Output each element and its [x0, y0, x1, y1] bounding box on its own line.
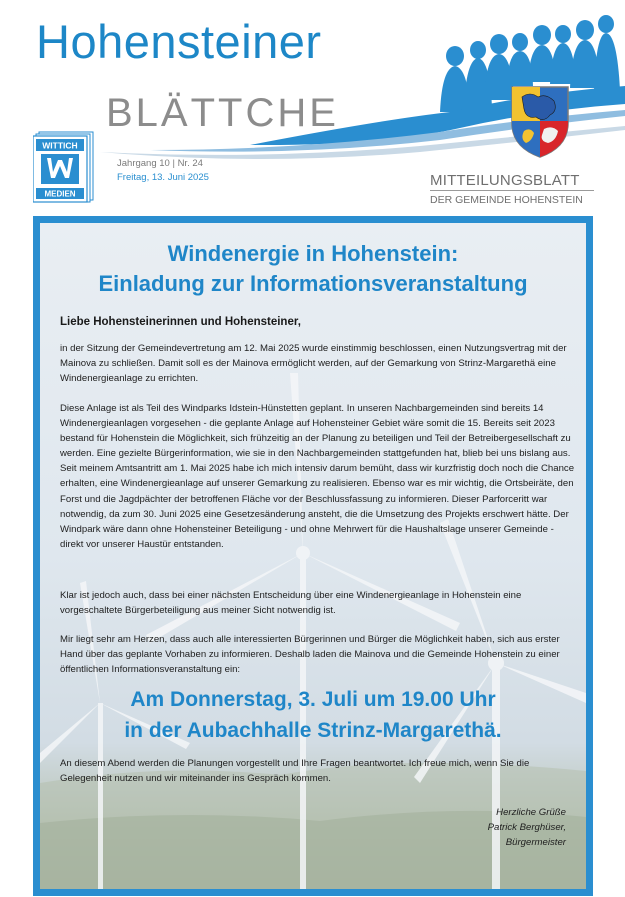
- event-location-line: in der Aubachhalle Strinz-Margarethä.: [124, 719, 502, 742]
- paragraph-3-text: Klar ist jedoch auch, dass bei einer nächsten Entscheidung über eine Windenergieanlage in Hohenstein eine vorgeschaltete Bürgerbeteiligung aus meiner Sicht notwendig ist.: [60, 590, 522, 617]
- paragraph-2b-text: Seit meinem Amtsantritt am 1. Mai 2025 habe ich mich intensiv darum bemüht, dass wir kurzfristig doch noch die Chance erhalten, eine Windenergieanlage auf unserer Gemarkung zu realisieren. Ebenso war es mir wichtig, die Ortsbeiräte, den Forst und die Jagdpächter der betroffenen Fläche vor der Beschlussfassung zu informieren. Dieser Parforceritt war notwendig, da zum 30. Juni 2025 eine Gesetzesänderung ansteht, die die Umsetzung des Projekts erschwert hätte. Der Windpark wäre dann ohne Hohensteiner Beteiligung - und ohne Mehrwert für die Haushaltslage unserer Gemeinde - direkt vor unserer Haustür entstanden.: [60, 463, 575, 550]
- masthead: [0, 0, 625, 214]
- bulletin-subtitle: DER GEMEINDE HOHENSTEIN: [430, 194, 583, 206]
- paragraph-4: [60, 632, 576, 677]
- signer-name: Patrick Berghüser,: [487, 822, 566, 833]
- article-panel: [40, 223, 586, 889]
- signer-title: Bürgermeister: [505, 837, 566, 848]
- article-frame: [33, 216, 593, 896]
- paragraph-2: [60, 401, 576, 552]
- paragraph-5: [60, 756, 576, 786]
- wittich-label: WITTICH: [42, 140, 78, 151]
- issue-date: Freitag, 13. Juni 2025: [117, 172, 209, 183]
- headline-line-2: Einladung zur Informationsveranstaltung: [98, 271, 528, 296]
- wittich-logo-icon: [33, 130, 95, 204]
- closing-greeting: Herzliche Grüße: [496, 807, 566, 818]
- coat-of-arms-icon: [508, 83, 572, 159]
- event-date-line: Am Donnerstag, 3. Juli um 19.00 Uhr: [130, 688, 496, 711]
- bulletin-divider: [430, 190, 594, 191]
- medien-label: MEDIEN: [44, 189, 76, 199]
- masthead-subtitle: BLÄTTCHE: [106, 91, 339, 135]
- salutation: Liebe Hohensteinerinnen und Hohensteiner,: [60, 316, 301, 328]
- paragraph-4-text: Mir liegt sehr am Herzen, dass auch alle interessierten Bürgerinnen und Bürger die Möglichkeit haben, sich aus erster Hand über das geplante Vorhaben zu informieren. Deshalb laden die Mainova und die Gemeinde Hohenstein zu einer öffentlichen Informationsveranstaltung ein:: [60, 634, 560, 676]
- paragraph-2a-text: Diese Anlage ist als Teil des Windparks Idstein-Hünstetten geplant. In unseren Nachbargemeinden sind bereits 14 Windenergieanlagen vorgesehen - die geplante Anlage auf Hohensteiner Gebiet wäre somit die 15. Bereits seit 2023 bestand für Hohenstein die Möglichkeit, sich frühzeitig an der Planung zu beteiligen und Teil der Betreibergesellschaft zu werden. Eine gezielte Bürgerinformation, wie sie in den Nachbargemeinden stattgefunden hat, blieb bei uns bislang aus.: [60, 403, 571, 460]
- paragraph-5-text: An diesem Abend werden die Planungen vorgestellt und Ihre Fragen beantwortet. Ich freue mich, wenn Sie die Gelegenheit nutzen und wir miteinander ins Gespräch kommen.: [60, 758, 530, 785]
- paragraph-1: [60, 341, 576, 386]
- article-content: [40, 223, 586, 889]
- signature-block: [488, 805, 566, 850]
- wittich-medien-logo: [33, 130, 95, 204]
- paragraph-3: [60, 588, 576, 618]
- paragraph-1-text: in der Sitzung der Gemeindevertretung am 12. Mai 2025 wurde einstimmig beschlossen, einen Nutzungsvertrag mit der Mainova zu schließen. Damit soll es der Mainova ermöglicht werden, auf der Gemarkung von Strinz-Margarethä eine Windenergieanlage zu errichten.: [60, 343, 567, 385]
- headline-line-1: Windenergie in Hohenstein:: [167, 241, 459, 266]
- bulletin-title: MITTEILUNGSBLATT: [430, 172, 580, 189]
- masthead-title: Hohensteiner: [36, 15, 322, 68]
- issue-number: Jahrgang 10 | Nr. 24: [117, 158, 203, 169]
